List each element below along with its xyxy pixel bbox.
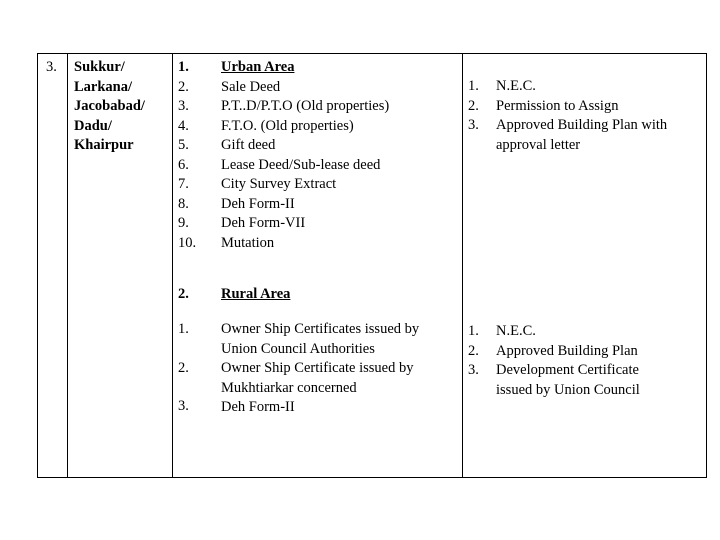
rural-requirement-number: 2.: [468, 342, 479, 359]
urban-item-number: 8.: [178, 195, 189, 212]
urban-item-number: 3.: [178, 98, 189, 114]
urban-item: Lease Deed/Sub-lease deed: [221, 156, 381, 173]
urban-item: Gift deed: [221, 137, 276, 153]
urban-item: Deh Form-VII: [221, 215, 306, 231]
urban-requirement-number: 1.: [468, 78, 479, 94]
urban-item-number: 2.: [178, 78, 189, 95]
region-item: Khairpur: [74, 137, 134, 153]
rural-requirements: [496, 322, 640, 400]
urban-item: Sale Deed: [221, 78, 281, 95]
rural-requirement-number: 3.: [468, 362, 479, 378]
urban-item-number: 9.: [178, 215, 189, 231]
urban-items: [221, 58, 389, 253]
column-divider-1: [67, 54, 68, 477]
urban-heading: Urban Area: [221, 59, 295, 75]
urban-item-number: 6.: [178, 156, 189, 173]
rural-heading: Rural Area: [221, 286, 291, 302]
urban-requirement: Permission to Assign: [496, 97, 619, 114]
urban-requirement-continued: approval letter: [496, 136, 581, 153]
rural-item-continued: Union Council Authorities: [221, 340, 375, 357]
urban-item: City Survey Extract: [221, 176, 337, 192]
column-divider-3: [462, 54, 463, 477]
rural-requirement-number: 1.: [468, 323, 479, 339]
rural-requirement-numbers: [468, 322, 479, 381]
rural-requirement: Approved Building Plan: [496, 342, 638, 359]
column-divider-2: [172, 54, 173, 477]
region-item: Sukkur/: [74, 59, 125, 75]
rural-requirement-continued: issued by Union Council: [496, 381, 640, 398]
rural-item-number: 1.: [178, 321, 189, 337]
urban-item-number: 10.: [178, 234, 197, 251]
urban-requirement: N.E.C.: [496, 78, 536, 94]
rural-item-number: 2.: [178, 360, 189, 376]
urban-item-number: 5.: [178, 137, 189, 153]
rural-requirement: Development Certificate: [496, 362, 639, 378]
urban-requirement-numbers: [468, 77, 479, 136]
rural-item-continued: Mukhtiarkar concerned: [221, 379, 357, 396]
rural-item: Deh Form-II: [221, 399, 295, 415]
urban-requirement-number: 2.: [468, 97, 479, 114]
region-item: Larkana/: [74, 78, 133, 95]
rural-section-number: 2.: [178, 286, 189, 302]
rural-item-number: 3.: [178, 398, 189, 414]
urban-item-number: 4.: [178, 117, 189, 134]
urban-item: Deh Form-II: [221, 195, 295, 212]
urban-item-numbers: [178, 58, 196, 253]
rural-item: Owner Ship Certificates issued by: [221, 321, 420, 337]
urban-requirements: [496, 77, 667, 155]
rural-item: Owner Ship Certificate issued by: [221, 360, 414, 376]
urban-item: F.T.O. (Old properties): [221, 117, 354, 134]
urban-item: Mutation: [221, 234, 275, 251]
region-item: Jacobabad/: [74, 98, 145, 114]
urban-item-number: 7.: [178, 176, 189, 192]
urban-item: P.T..D/P.T.O (Old properties): [221, 98, 390, 114]
rural-items: [221, 320, 419, 418]
region-list: [74, 58, 145, 156]
row-number: 3.: [46, 59, 57, 75]
urban-requirement-number: 3.: [468, 117, 479, 133]
urban-requirement: Approved Building Plan with: [496, 117, 668, 133]
region-item: Dadu/: [74, 117, 112, 134]
rural-requirement: N.E.C.: [496, 323, 536, 339]
urban-section-number: 1.: [178, 59, 189, 75]
